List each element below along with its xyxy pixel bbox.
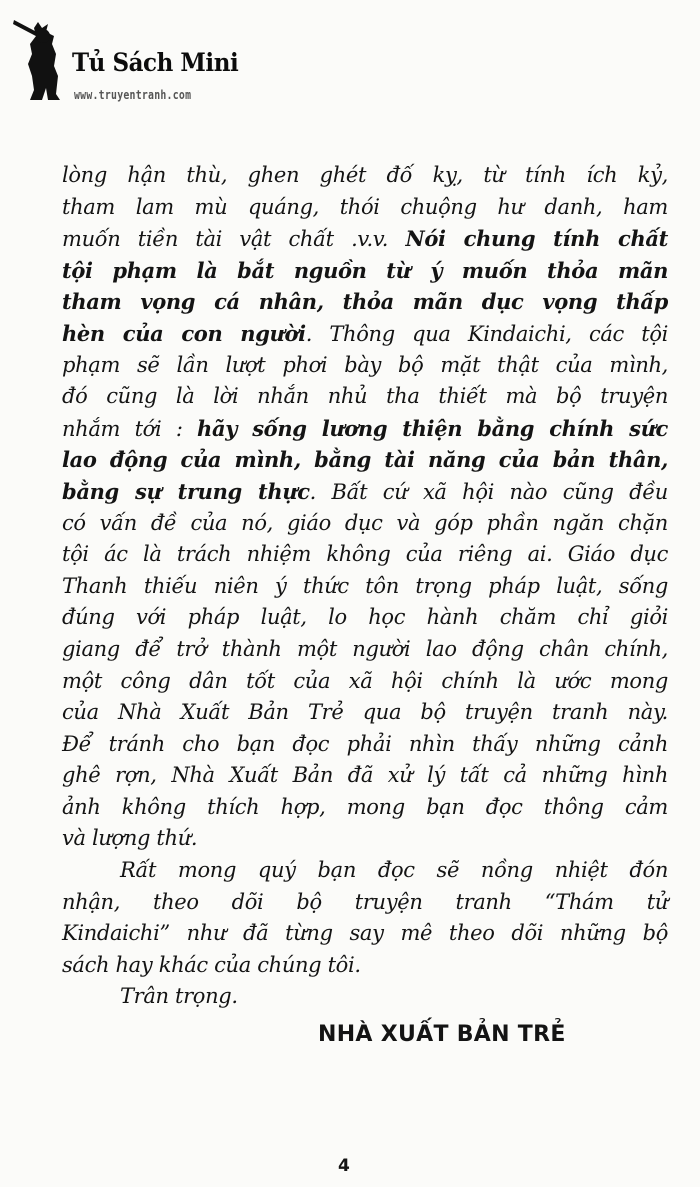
text-line — [62, 792, 668, 824]
text-line — [62, 476, 668, 508]
text-line — [62, 729, 668, 761]
text-run: nhận, theo dõi bộ truyện tranh “Thám tử — [62, 889, 668, 914]
text-run: và lượng thứ. — [62, 826, 198, 851]
text-line — [62, 192, 668, 224]
bold-text-run: lao động của mình, bằng tài năng của bản thân, — [62, 447, 668, 473]
text-run: ghê rợn, Nhà Xuất Bản đã xử lý tất cả những hình — [62, 763, 668, 788]
text-line — [62, 350, 668, 382]
text-line — [62, 981, 668, 1013]
text-run: nhắm tới : — [62, 416, 198, 441]
text-line — [62, 255, 668, 287]
text-line — [62, 571, 668, 603]
text-run: tội ác là trách nhiệm không của riêng ai. Giáo dục — [62, 542, 668, 567]
text-run: đó cũng là lời nhắn nhủ tha thiết mà bộ truyện — [62, 384, 668, 409]
text-line — [62, 223, 668, 255]
text-line — [62, 318, 668, 350]
text-run: có vấn đề của nó, giáo dục và góp phần ngăn chặn — [62, 510, 668, 535]
text-line — [62, 508, 668, 540]
text-line — [62, 444, 668, 476]
text-line — [62, 539, 668, 571]
text-run: sách hay khác của chúng tôi. — [62, 952, 361, 977]
text-line — [62, 634, 668, 666]
text-line — [62, 286, 668, 318]
bold-text-run: hãy sống lương thiện bằng chính sức — [197, 415, 668, 441]
bold-text-run: tội phạm là bắt nguồn từ ý muốn thỏa mãn — [62, 257, 668, 283]
bold-text-run: tham vọng cá nhân, thỏa mãn dục vọng thấp — [62, 289, 668, 315]
text-run: muốn tiền tài vật chất .v.v. — [62, 227, 406, 252]
text-line — [62, 760, 668, 792]
text-run: giang để trở thành một người lao động chân chính, — [62, 636, 668, 661]
text-line — [62, 381, 668, 413]
ninja-silhouette-icon — [12, 14, 72, 102]
text-line — [62, 413, 668, 445]
text-line — [62, 823, 668, 855]
text-run: . Thông qua Kindaichi, các tội — [305, 321, 668, 346]
text-line — [62, 918, 668, 950]
text-run: lòng hận thù, ghen ghét đố kỵ, từ tính ích kỷ, — [62, 163, 668, 187]
page-number: 4 — [338, 1156, 350, 1176]
text-line — [62, 666, 668, 698]
logo — [12, 14, 242, 104]
text-line — [62, 160, 668, 192]
bold-text-run: bằng sự trung thực — [62, 478, 310, 504]
logo-url: www.truyentranh.com — [74, 88, 192, 102]
text-run: Kindaichi” như đã từng say mê theo dõi những bộ — [62, 921, 668, 946]
text-run: đúng với pháp luật, lo học hành chăm chỉ giỏi — [62, 605, 668, 630]
text-line — [62, 855, 668, 887]
bold-text-run: hèn của con người — [62, 320, 306, 346]
text-line — [62, 950, 668, 982]
text-run: ảnh không thích hợp, mong bạn đọc thông cảm — [62, 794, 668, 819]
text-run: Thanh thiếu niên ý thức tôn trọng pháp luật, sống — [62, 573, 668, 598]
text-run: của Nhà Xuất Bản Trẻ qua bộ truyện tranh này. — [62, 700, 668, 725]
bold-text-run: Nói chung tính chất — [405, 226, 668, 252]
text-run: Trân trọng. — [120, 984, 238, 1009]
text-run: . Bất cứ xã hội nào cũng đều — [309, 479, 668, 504]
body-text — [62, 160, 668, 1013]
publisher-signature: NHÀ XUẤT BẢN TRẺ — [318, 1022, 566, 1047]
text-line — [62, 697, 668, 729]
text-run: phạm sẽ lần lượt phơi bày bộ mặt thật của mình, — [62, 352, 668, 377]
text-run: Rất mong quý bạn đọc sẽ nồng nhiệt đón — [120, 858, 668, 883]
text-run: một công dân tốt của xã hội chính là ước mong — [62, 668, 668, 693]
text-run: tham lam mù quáng, thói chuộng hư danh, ham — [62, 194, 668, 219]
text-run: Để tránh cho bạn đọc phải nhìn thấy những cảnh — [62, 731, 668, 756]
text-line — [62, 602, 668, 634]
logo-title: Tủ Sách Mini — [72, 48, 239, 77]
text-line — [62, 887, 668, 919]
